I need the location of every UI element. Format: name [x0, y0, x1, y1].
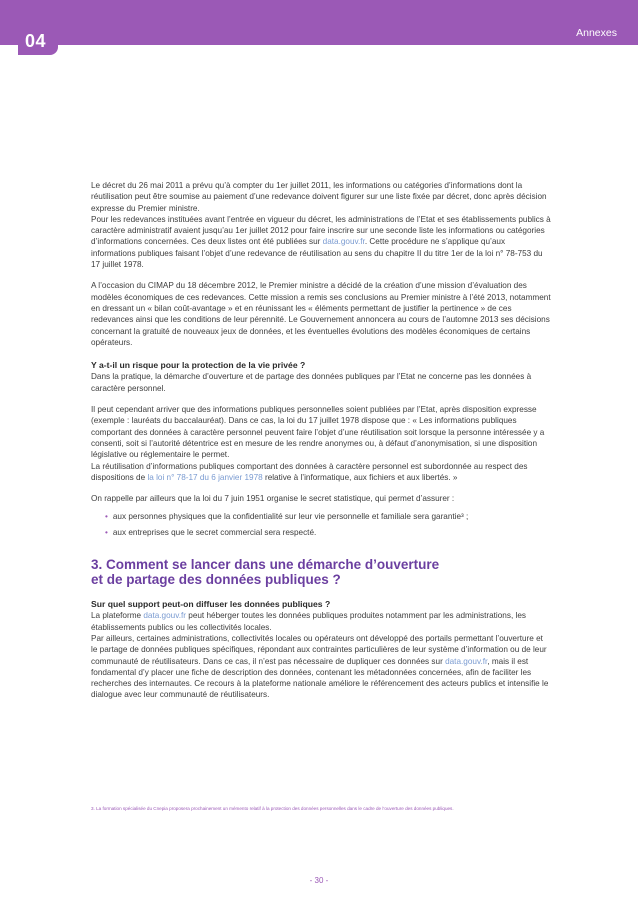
support-text-end: , mais il est fondamental d’y placer une fiche de description des données, contenant les métadonnées concernées, afin de faciliter les recherches des internautes. Ce recours à la plateforme nationale améliore le référencement des acteurs publics et intensifie le dialogue avec leur communauté de réutilisateurs.	[91, 656, 549, 700]
support-text: Par ailleurs, certaines administrations, collectivités locales ou opérateurs ont développé des portails permettant l’ouverture et le partage de données publiques spécifiques, répondant aux contraintes particulières de leur système d’information ou de leur communauté de réutilisateurs. Dans ce cas, il n’est pas nécessaire de dupliquer ces données sur	[91, 633, 547, 666]
section-title-line-1: 3. Comment se lancer dans une démarche d’ouverture	[91, 557, 440, 573]
page-number: - 30 -	[309, 876, 329, 885]
support-paragraph-2	[91, 633, 551, 701]
header-bar	[0, 0, 638, 45]
intro-text-end: . Cette procédure ne s’applique qu’aux informations publiques faisant l’objet d’une redevance de réutilisation au sens du chapitre II du titre 1er de la loi n° 78-753 du 17 juillet 1978.	[91, 237, 543, 270]
data-gouv-link[interactable]: data.gouv.fr	[322, 237, 365, 247]
data-gouv-link[interactable]: data.gouv.fr	[143, 611, 186, 621]
intro-paragraph-2	[91, 214, 551, 270]
privacy-paragraph-3	[91, 461, 551, 484]
privacy-text-end: relative à l’informatique, aux fichiers et aux libertés. »	[262, 472, 458, 482]
privacy-paragraph-1: Dans la pratique, la démarche d’ouverture et de partage des données publiques par l’Etat ne concerne pas les données à caractère personnel.	[91, 372, 532, 393]
support-text: La plateforme	[91, 611, 144, 621]
guarantee-list	[91, 511, 551, 538]
cimap-paragraph: A l’occasion du CIMAP du 18 décembre 2012, le Premier ministre a décidé de la création d’une mission d’évaluation des modèles économiques de ces redevances. Cette mission a remis ses conclusions au Premier ministre à l’été 2013, notamment en dressant un « bilan coût-avantage » et en réunissant les « éléments permettant de justifier la pertinence » de ces redevances ainsi que les conditions de leur pérennité. Le Gouvernement annoncera au cours de l’automne 2013 ses décisions concernant la gratuité de nouveaux jeux de données, et les éventuelles évolutions des modèles économiques de certains opérateurs.	[91, 281, 551, 347]
footnote: 3. La formation spécialisée du Cnepia proposera prochainement un mémento relatif à la protection des données personnelles dans le cadre de l’ouverture des données publiques.	[91, 806, 454, 811]
support-heading: Sur quel support peut-on diffuser les données publiques ?	[91, 599, 331, 610]
section-title	[91, 558, 551, 587]
page-content	[91, 180, 551, 701]
list-item: • aux entreprises que le secret commercial sera respecté.	[105, 527, 551, 538]
privacy-heading: Y a-t-il un risque pour la protection de la vie privée ?	[91, 360, 306, 371]
intro-paragraph-1: Le décret du 26 mai 2011 a prévu qu’à compter du 1er juillet 2011, les informations ou catégories d’informations dont la réutilisation peut être soumise au paiement d’une redevance doivent figurer sur une liste fixée par décret, donc après décision expresse du Premier ministre.	[91, 181, 547, 213]
chapter-number: 04	[25, 31, 47, 51]
list-item: • aux personnes physiques que la confidentialité sur leur vie personnelle et familiale sera garantie³ ;	[105, 511, 551, 522]
privacy-paragraph-2: Il peut cependant arriver que des informations publiques personnelles soient publiées par l’Etat, après disposition expresse (exemple : lauréats du baccalauréat). Dans ce cas, la loi du 17 juillet 1978 dispose que : « Les informations publiques comportant des données à caractère personnel peuvent faire l’objet d’une réutilisation soit lorsque la personne intéressée y a consenti, soit si l’autorité détentrice est en mesure de les rendre anonymes ou, à défaut d’anonymisation, si une disposition législative ou réglementaire le permet.	[91, 405, 545, 460]
law-link[interactable]: la loi n° 78-17 du 6 janvier 1978	[147, 472, 263, 482]
intro-text: Pour les redevances instituées avant l’entrée en vigueur du décret, les administrations de l’Etat et ses établissements publics à caractère administratif avaient jusqu’au 1er juillet 2012 pour faire inscrire sur une seconde liste les informations ou catégories d’informations concernées. Ces deux listes ont été publiées sur	[91, 214, 551, 247]
section-title-line-2: et de partage des données publiques ?	[91, 571, 341, 587]
section-label: Annexes	[576, 27, 617, 39]
data-gouv-link[interactable]: data.gouv.fr	[445, 656, 488, 666]
chapter-badge	[18, 27, 58, 55]
privacy-paragraph-4: On rappelle par ailleurs que la loi du 7 juin 1951 organise le secret statistique, qui permet d’assurer :	[91, 494, 455, 504]
support-text-end: peut héberger toutes les données publiques produites notamment par les administrations, les établissements publics ou les collectivités locales.	[91, 611, 526, 632]
support-paragraph-1	[91, 610, 551, 633]
privacy-text: La réutilisation d’informations publiques comportant des données à caractère personnel est subordonnée au respect des dispositions de	[91, 461, 528, 482]
